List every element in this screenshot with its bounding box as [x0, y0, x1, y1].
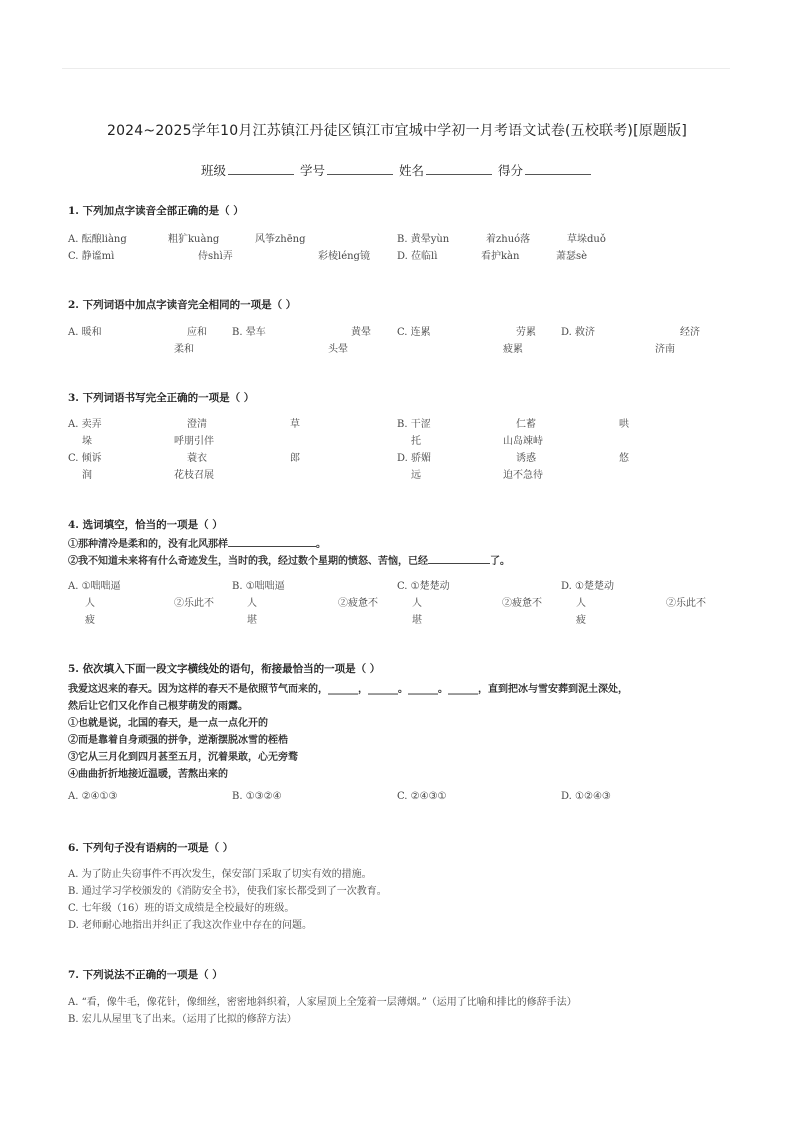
q3-option-b-word3: 哄 [619, 419, 629, 430]
q6-option-d: D. 老师耐心地指出并纠正了我这次作业中存在的问题。 [68, 920, 313, 931]
q4-option-c-word2-end: 堪 [412, 615, 422, 626]
q3-option-c-word2: 蓑衣 [187, 453, 207, 464]
q3-option-b-word3-end: 托 [411, 436, 421, 447]
q4-option-d-word2: ②乐此不 [666, 598, 706, 609]
q4-option-c: C. ①楚楚动 [397, 581, 450, 592]
q4-sentence-1 [68, 535, 326, 550]
question-3-stem: 3. 下列词语书写完全正确的一项是（ ） [68, 392, 255, 404]
student-info-line [0, 161, 794, 179]
q3-option-d-word2: 诱惑 [516, 453, 536, 464]
q1-option-b: B. 黄晕yùn [397, 234, 450, 245]
page-title: 2024~2025学年10月江苏镇江丹徒区镇江市宜城中学初一月考语文试卷(五校联考)[原题版] [106, 123, 688, 139]
q4-option-c-word2: ②疲惫不 [502, 598, 542, 609]
q4-sentence-2-text: ②我不知道未来将有什么奇迹发生，当时的我，经过数个星期的愤怒、苦恼，已经 [68, 556, 428, 567]
q5-sentence-3: ③它从三月化到四月甚至五月，沉着果敢，心无旁骛 [68, 752, 298, 763]
name-label: 姓名 [398, 163, 424, 178]
q2-option-a-word3: 柔和 [174, 344, 194, 355]
q4-option-c-word1-end: 人 [412, 598, 422, 609]
q4-option-a-word2-end: 疲 [85, 615, 95, 626]
q3-option-d-word4: 迫不急待 [503, 470, 543, 481]
q2-option-a: A. 暖和 [68, 327, 102, 338]
q3-option-c-word4: 花枝召展 [174, 470, 214, 481]
q1-option-c-word3: 彩棱léng镜 [318, 251, 370, 262]
q2-option-b: B. 晕车 [232, 327, 266, 338]
q4-blank-2 [428, 554, 490, 564]
q4-sentence-2 [68, 552, 510, 567]
q5-option-c: C. ②④③① [397, 791, 447, 802]
q2-option-d-word2: 经济 [680, 327, 700, 338]
q2-option-b-word2: 黄晕 [351, 327, 371, 338]
q7-option-a: A. “看，像牛毛，像花针，像细丝，密密地斜织着，人家屋顶上全笼着一层薄烟。”（运用了比喻和排比的修辞手法） [68, 997, 577, 1008]
class-blank[interactable] [228, 164, 294, 175]
q3-option-d-word3: 悠 [619, 453, 629, 464]
q2-option-c-word2: 劳累 [516, 327, 536, 338]
q4-option-a-word1-end: 人 [85, 598, 95, 609]
q4-blank-1 [228, 537, 316, 547]
q5-sentence-4: ④曲曲折折地接近温暖，苦熬出来的 [68, 769, 228, 780]
q1-option-c: C. 静谧mì [68, 251, 115, 262]
q4-option-a: A. ①咄咄逼 [68, 581, 121, 592]
q1-option-d-word2: 看护kàn [481, 251, 520, 262]
q1-option-d-word3: 萧瑟sè [556, 251, 588, 262]
q6-option-c: C. 七年级（16）班的语文成绩是全校最好的班级。 [68, 903, 295, 914]
q5-option-a: A. ②④①③ [68, 791, 118, 802]
q5-passage-line-1: 我爱这迟来的春天。因为这样的春天不是依照节气而来的，______，______。______。______，直到把冰与雪安葬到泥土深处， [68, 684, 628, 695]
q1-option-b-word2: 着zhuó落 [486, 234, 531, 245]
q3-option-b: B. 干涩 [397, 419, 431, 430]
q2-option-d: D. 救济 [561, 327, 596, 338]
q3-option-b-word2: 仁蓄 [516, 419, 536, 430]
q3-option-a-word2: 澄清 [187, 419, 207, 430]
q1-option-c-word2: 侍shì弄 [198, 251, 233, 262]
q2-option-b-word3: 头晕 [328, 344, 348, 355]
q4-option-b: B. ①咄咄逼 [232, 581, 285, 592]
q5-option-d: D. ①②④③ [561, 791, 611, 802]
class-label: 班级 [200, 163, 226, 178]
q3-option-a-word4: 呼朋引伴 [174, 436, 214, 447]
q1-option-b-word3: 草垛duǒ [567, 234, 606, 245]
q3-option-b-word4: 山岛竦峙 [503, 436, 543, 447]
question-5-stem: 5. 依次填入下面一段文字横线处的语句，衔接最恰当的一项是（ ） [68, 663, 381, 675]
question-2-stem: 2. 下列词语中加点字读音完全相同的一项是（ ） [68, 299, 297, 311]
q4-option-b-word2-end: 堪 [247, 615, 257, 626]
q6-option-a: A. 为了防止失窃事件不再次发生，保安部门采取了切实有效的措施。 [68, 869, 372, 880]
q4-option-b-word1-end: 人 [247, 598, 257, 609]
id-blank[interactable] [327, 164, 393, 175]
q1-option-a-word3: 风筝zhēng [255, 234, 306, 245]
q3-option-c-word3: 郎 [290, 453, 300, 464]
question-6-stem: 6. 下列句子没有语病的一项是（ ） [68, 842, 234, 854]
q3-option-a: A. 卖弄 [68, 419, 102, 430]
q5-sentence-2: ②而是靠着自身顽强的拼争，逆渐摆脱冰雪的桎梏 [68, 735, 288, 746]
q2-option-c: C. 连累 [397, 327, 431, 338]
q1-option-a: A. 酝酿liàng [68, 234, 127, 245]
q4-sentence-1-text: ①那种清冷是柔和的，没有北风那样 [68, 539, 228, 550]
q1-option-a-word2: 粗犷kuàng [168, 234, 220, 245]
q4-option-a-word2: ②乐此不 [174, 598, 214, 609]
q4-sentence-2-end: 了。 [490, 556, 510, 567]
q6-option-b: B. 通过学习学校颁发的《消防安全书》，使我们家长都受到了一次教育。 [68, 886, 387, 897]
q3-option-a-word3-end: 垛 [82, 436, 92, 447]
question-4-stem: 4. 选词填空，恰当的一项是（ ） [68, 519, 223, 531]
q4-option-d-word2-end: 疲 [576, 615, 586, 626]
q2-option-c-word3: 疲累 [503, 344, 523, 355]
q4-sentence-1-end: 。 [316, 539, 326, 550]
q3-option-a-word3: 草 [290, 419, 300, 430]
q7-option-b: B. 宏儿从屋里飞了出来。（运用了比拟的修辞方法） [68, 1014, 297, 1025]
name-blank[interactable] [426, 164, 492, 175]
score-blank[interactable] [525, 164, 591, 175]
q4-option-b-word2: ②疲惫不 [338, 598, 378, 609]
question-7-stem: 7. 下列说法不正确的一项是（ ） [68, 969, 223, 981]
score-label: 得分 [497, 163, 523, 178]
header-divider [62, 68, 730, 69]
q3-option-d: D. 骄媚 [397, 453, 432, 464]
q4-option-d: D. ①楚楚动 [561, 581, 614, 592]
question-1-stem: 1. 下列加点字读音全部正确的是（ ） [68, 205, 244, 217]
q3-option-d-word3-end: 远 [411, 470, 421, 481]
q4-option-d-word1-end: 人 [576, 598, 586, 609]
q5-sentence-1: ①也就是说，北国的春天，是一点一点化开的 [68, 718, 268, 729]
q3-option-c-word3-end: 润 [82, 470, 92, 481]
q5-option-b: B. ①③②④ [232, 791, 282, 802]
q1-option-d: D. 莅临lì [397, 251, 438, 262]
id-label: 学号 [299, 163, 325, 178]
q2-option-a-word2: 应和 [187, 327, 207, 338]
q2-option-d-word3: 济南 [655, 344, 675, 355]
q5-passage-line-2: 然后让它们又化作自己根芽萌发的雨露。 [68, 701, 248, 712]
q3-option-c: C. 倾诉 [68, 453, 102, 464]
